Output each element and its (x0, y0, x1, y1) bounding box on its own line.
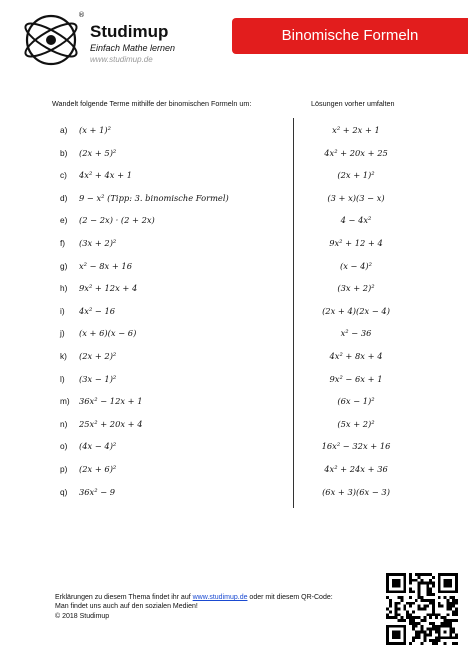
brand-url: www.studimup.de (90, 55, 153, 64)
registered-mark: ® (78, 11, 85, 19)
task-expression: 36x² − 12x + 1 (79, 396, 143, 407)
task-row (60, 351, 116, 361)
solution-row: 4x² + 20x + 25 (324, 147, 388, 158)
brand-tagline: Einfach Mathe lernen (90, 43, 176, 53)
task-expression: (x + 1)² (79, 125, 111, 135)
task-label: m) (60, 396, 70, 407)
instruction-text: Wandelt folgende Terme mithilfe der binomischen Formeln um: (52, 99, 252, 108)
solution-row: (3x + 2)² (337, 283, 375, 294)
task-expression: (2 − 2x) · (2 + 2x) (79, 215, 155, 226)
task-row (60, 283, 137, 293)
solutions-heading: Lösungen vorher umfalten (311, 99, 395, 108)
task-row (60, 487, 115, 497)
task-expression: 4x² + 4x + 1 (79, 170, 132, 181)
footer-line-1 (55, 593, 333, 602)
title-banner (232, 18, 468, 54)
task-expression: 25x² + 20x + 4 (79, 418, 143, 429)
task-label: l) (60, 373, 65, 384)
task-expression: (2x + 2)² (79, 351, 117, 361)
task-expression: 36x² − 9 (79, 486, 116, 497)
task-label: g) (60, 260, 68, 271)
task-row (60, 238, 116, 248)
task-expression: (3x + 2)² (79, 238, 117, 248)
task-label: i) (60, 305, 65, 316)
task-label: d) (60, 192, 68, 203)
solution-row: (2x + 4)(2x − 4) (322, 305, 390, 316)
task-row (60, 419, 143, 429)
solution-row: (6x + 3)(6x − 3) (322, 486, 390, 497)
task-expression: (x + 6)(x − 6) (79, 328, 137, 339)
solution-row: 16x² − 32x + 16 (321, 441, 391, 452)
footer-text: oder mit diesem QR-Code: (247, 594, 333, 601)
task-row (60, 306, 115, 316)
task-label: h) (60, 283, 68, 294)
solution-row: 4 − 4x² (340, 215, 372, 226)
task-expression: x² − 8x + 16 (79, 260, 132, 271)
task-label: j) (60, 328, 65, 339)
task-row (60, 328, 136, 338)
task-row (60, 441, 116, 451)
solution-row: (2x + 1)² (337, 170, 375, 181)
task-label: f) (60, 238, 66, 248)
footer-line-2: Man findet uns auch auf den sozialen Medien! (55, 603, 198, 611)
task-row (60, 215, 155, 225)
task-expression: (2x + 5)² (79, 147, 117, 158)
task-row (60, 148, 116, 158)
task-label: a) (60, 125, 68, 135)
solution-row: x² − 36 (340, 328, 372, 339)
task-label: e) (60, 215, 68, 226)
brand-name: Studimup (90, 22, 169, 41)
task-label: k) (60, 351, 67, 361)
website-link[interactable]: www.studimup.de (192, 594, 248, 601)
column-divider (293, 118, 294, 508)
solution-row: 9x² + 12 + 4 (329, 238, 383, 248)
solution-row: (5x + 2)² (337, 418, 375, 429)
solution-row: 9x² − 6x + 1 (329, 373, 383, 384)
solution-row: 4x² + 24x + 36 (324, 464, 388, 474)
task-row (60, 125, 111, 135)
task-label: q) (60, 486, 68, 497)
solution-row: (6x − 1)² (337, 396, 375, 407)
task-expression: 9x² + 12x + 4 (79, 283, 138, 294)
solution-row: x² + 2x + 1 (332, 125, 380, 135)
solution-row: (3 + x)(3 − x) (327, 192, 385, 203)
task-expression: 4x² − 16 (79, 305, 116, 316)
task-expression: 9 − x² (Tipp: 3. binomische Formel) (79, 192, 229, 203)
task-expression: (4x − 4)² (79, 441, 117, 452)
task-label: p) (60, 464, 68, 474)
footer-text: Erklärungen zu diesem Thema findet ihr auf (55, 594, 193, 601)
task-row (60, 396, 143, 406)
task-label: c) (60, 170, 67, 181)
qr-code[interactable] (386, 573, 458, 645)
task-row (60, 193, 229, 203)
studimup-logo (18, 8, 84, 72)
task-row (60, 464, 116, 474)
task-row (60, 261, 132, 271)
task-row (60, 170, 132, 180)
task-label: n) (60, 418, 68, 429)
solution-row: 4x² + 8x + 4 (329, 351, 383, 361)
task-expression: (3x − 1)² (79, 373, 117, 384)
task-label: o) (60, 441, 68, 452)
footer (55, 593, 333, 621)
task-row (60, 374, 116, 384)
page-title: Binomische Formeln (281, 27, 419, 44)
footer-copyright: © 2018 Studimup (55, 612, 110, 620)
task-label: b) (60, 147, 68, 158)
solution-row: (x − 4)² (340, 260, 372, 271)
task-expression: (2x + 6)² (79, 464, 117, 474)
